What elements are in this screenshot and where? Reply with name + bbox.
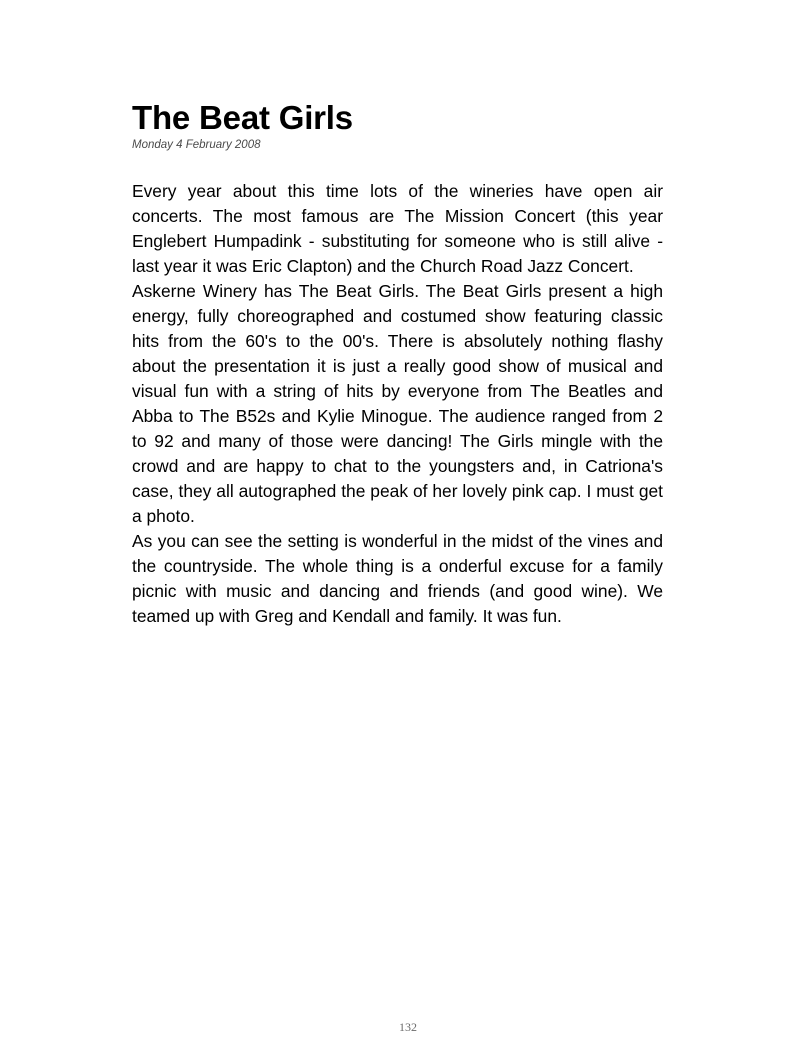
article-body <box>132 179 663 629</box>
page-number: 132 <box>399 1020 417 1034</box>
page-title: The Beat Girls <box>132 99 353 136</box>
paragraph: Every year about this time lots of the wineries have open air concerts. The most famous are The Mission Concert (this year Englebert Humpadink - substituting for someone who is still alive - last year it was Eric Clapton) and the Church Road Jazz Concert. <box>132 181 663 276</box>
article <box>132 98 663 629</box>
post-date: Monday 4 February 2008 <box>132 139 261 151</box>
paragraph: Askerne Winery has The Beat Girls. The Beat Girls present a high energy, fully choreographed and costumed show featuring classic hits from the 60's to the 00's. There is absolutely nothing flashy about the presentation it is just a really good show of musical and visual fun with a string of hits by everyone from The Beatles and Abba to The B52s and Kylie Minogue. The audience ranged from 2 to 92 and many of those were dancing! The Girls mingle with the crowd and are happy to chat to the youngsters and, in Catriona's case, they all autographed the peak of her lovely pink cap. I must get a photo. <box>132 281 663 526</box>
paragraph: As you can see the setting is wonderful in the midst of the vines and the countryside. The whole thing is a onderful excuse for a family picnic with music and dancing and friends (and good wine). We teamed up with Greg and Kendall and family. It was fun. <box>132 531 663 626</box>
